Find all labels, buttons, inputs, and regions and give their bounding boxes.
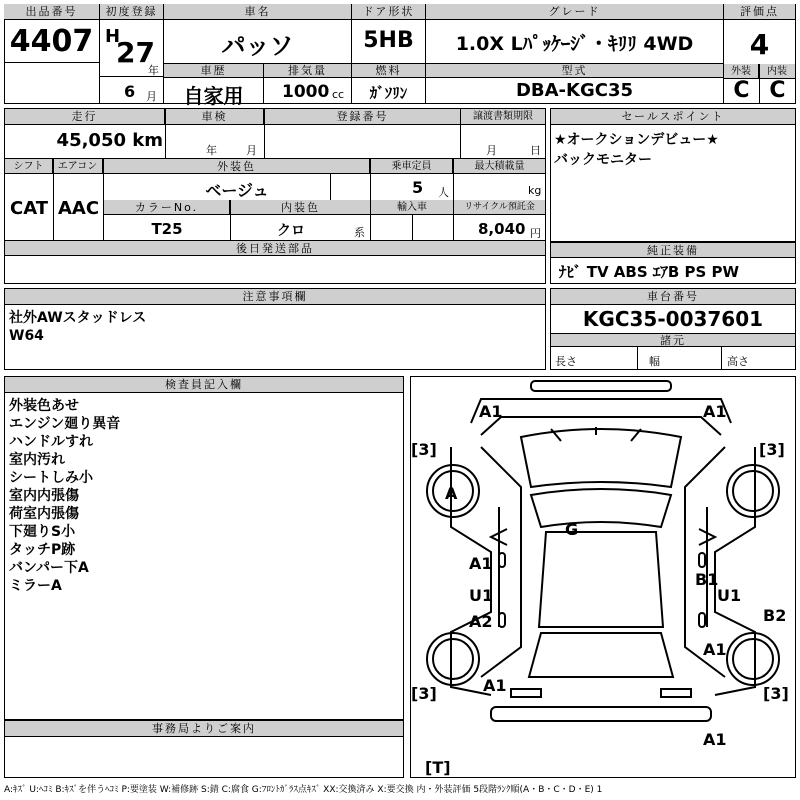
- damage-mark: [3]: [411, 684, 437, 703]
- inspector-note: ハンドルすれ: [9, 434, 93, 450]
- inspector-note: シートしみ小: [9, 470, 93, 486]
- equipment-label: 純正装備: [551, 243, 795, 258]
- model-cell: [426, 64, 724, 104]
- ext-color-label: 外装色: [104, 159, 370, 174]
- displacement-label: 排気量: [264, 64, 351, 78]
- damage-mark: [3]: [411, 440, 437, 459]
- reg-month: 6: [124, 82, 136, 101]
- later-parts-label: 後日発送部品: [5, 241, 545, 256]
- transfer-month-unit: 月: [486, 144, 497, 157]
- damage-mark: A2: [469, 612, 493, 631]
- car-outline-svg: [411, 377, 795, 777]
- year-unit: 年: [148, 64, 159, 77]
- transfer-day-unit: 日: [530, 144, 541, 157]
- era: H: [105, 26, 121, 47]
- insp-month-unit: 月: [246, 144, 257, 157]
- recycle-label: リサイクル預託金: [454, 200, 545, 215]
- caution-box: [4, 288, 546, 370]
- grade-cell: [426, 4, 724, 64]
- damage-mark: [3]: [759, 440, 785, 459]
- car-name-label: 車名: [164, 4, 351, 20]
- lot-label: 出品番号: [4, 4, 99, 20]
- load-unit: kg: [528, 184, 542, 197]
- ext-grade: C: [733, 78, 750, 103]
- inspector-note: 荷室内張傷: [9, 506, 79, 522]
- load-label: 最大積載量: [454, 159, 545, 174]
- car-name-cell: [164, 4, 352, 64]
- fuel-label: 燃料: [352, 64, 425, 78]
- width-label: 幅: [649, 355, 660, 368]
- height-label: 高さ: [727, 355, 749, 368]
- transfer-label: 譲渡書類期限: [461, 109, 545, 125]
- equipment: ﾅﾋﾞ TV ABS ｴｱB PS PW: [559, 263, 740, 281]
- damage-mark: B1: [695, 570, 719, 589]
- int-label: 内装: [759, 64, 795, 79]
- car-name: パッソ: [221, 32, 294, 60]
- ext-label: 外装: [724, 64, 759, 79]
- displacement-unit: cc: [332, 88, 345, 101]
- recycle-unit: 円: [530, 227, 541, 240]
- int-color-label: 内装色: [231, 200, 370, 215]
- inspector-box: [4, 376, 404, 720]
- inspector-label: 検査員記入欄: [5, 377, 403, 393]
- lot-cell: [4, 4, 100, 104]
- door-type: 5HB: [363, 28, 414, 53]
- inspector-note: 室内汚れ: [9, 452, 65, 468]
- shift-label: シフト: [5, 159, 53, 174]
- score-label: 評価点: [724, 4, 795, 20]
- damage-mark: A1: [703, 640, 727, 659]
- chassis-box: [550, 288, 796, 370]
- damage-mark: A1: [703, 730, 727, 749]
- inspector-notes: [9, 397, 120, 595]
- ac: AAC: [57, 198, 100, 219]
- spec-label: 諸元: [551, 333, 795, 347]
- damage-mark: G: [565, 520, 579, 539]
- caution-line-1: 社外AWスタッドレス: [9, 310, 147, 326]
- int-color-unit: 系: [354, 226, 365, 239]
- office-box: [4, 720, 404, 778]
- insp-year-unit: 年: [206, 144, 217, 157]
- damage-mark: A1: [469, 554, 493, 573]
- damage-mark: U1: [469, 586, 494, 605]
- length-label: 長さ: [555, 355, 577, 368]
- damage-mark: A1: [479, 402, 503, 421]
- grade: 1.0X Lﾊﾟｯｹｰｼﾞ・ｷﾘﾘ 4WD: [455, 33, 694, 55]
- ext-color: ベージュ: [205, 181, 269, 200]
- model: DBA-KGC35: [515, 80, 634, 101]
- ac-label: エアコン: [53, 159, 103, 174]
- grade-label: グレード: [426, 4, 723, 20]
- inspector-note: バンパー下A: [9, 560, 89, 576]
- door-label: ドア形状: [352, 4, 425, 20]
- shift: CAT: [9, 198, 49, 219]
- mileage-label: 走行: [5, 109, 165, 125]
- lot-number: 4407: [9, 24, 94, 59]
- displacement-cell: [264, 64, 352, 104]
- score-cell: [724, 4, 796, 104]
- legend: A:ｷｽﾞ U:ﾍｺﾐ B:ｷｽﾞを伴うﾍｺﾐ P:要塗装 W:補修跡 S:錆 C:腐食 G:ﾌﾛﾝﾄｶﾞﾗｽ点ｷｽﾞ XX:交換済み X:要交換 内・外装評価 5段階ﾗﾝｸ順(A・B・C・D・E) 1: [4, 785, 603, 795]
- inspector-note: 室内内張傷: [9, 488, 79, 504]
- first-reg-label: 初度登録: [100, 4, 163, 20]
- damage-mark: A1: [703, 402, 727, 421]
- car-diagram: [410, 376, 796, 778]
- history-label: 車歴: [164, 64, 263, 78]
- damage-mark: [T]: [425, 758, 451, 777]
- model-label: 型式: [426, 64, 723, 78]
- inspector-note: タッチP跡: [9, 542, 76, 558]
- equipment-box: [550, 242, 796, 284]
- office-label: 事務局よりご案内: [5, 721, 403, 737]
- int-color: クロ: [277, 223, 305, 239]
- damage-mark: A: [445, 484, 458, 503]
- caution-label: 注意事項欄: [5, 289, 545, 305]
- door-cell: [352, 4, 426, 64]
- seats-label: 乗車定員: [371, 159, 453, 174]
- recycle: 8,040: [478, 220, 526, 238]
- seats: 5: [412, 178, 424, 197]
- inspector-note: エンジン廻り異音: [9, 416, 121, 432]
- damage-mark: U1: [717, 586, 742, 605]
- damage-mark: [3]: [763, 684, 789, 703]
- inspector-note: ミラーA: [9, 578, 62, 594]
- month-unit: 月: [146, 90, 157, 103]
- seats-unit: 人: [438, 186, 449, 199]
- caution-line-2: W64: [9, 328, 44, 344]
- chassis-number: KGC35-0037601: [582, 307, 764, 331]
- sales-point-label: セールスポイント: [551, 109, 795, 125]
- score: 4: [749, 28, 770, 61]
- import-label: 輸入車: [371, 200, 453, 215]
- first-reg-cell: [100, 4, 164, 104]
- sales-line-1: ★オークションデビュー★: [554, 132, 719, 148]
- int-grade: C: [769, 78, 786, 103]
- mileage: 45,050 km: [56, 130, 163, 151]
- inspector-note: 下廻りS小: [9, 524, 76, 540]
- chassis-label: 車台番号: [551, 289, 795, 305]
- damage-mark: B2: [763, 606, 787, 625]
- fuel: ｶﾞｿﾘﾝ: [369, 84, 408, 102]
- history-cell: [164, 64, 264, 108]
- displacement: 1000: [282, 82, 330, 102]
- inspection-label: 車検: [166, 109, 264, 125]
- fuel-cell: [352, 64, 426, 104]
- history: 自家用: [183, 84, 244, 108]
- damage-mark: A1: [483, 676, 507, 695]
- reg-year: 27: [116, 36, 155, 69]
- plate-label: 登録番号: [265, 109, 461, 125]
- sales-point-box: [550, 108, 796, 242]
- sales-line-2: バックモニター: [554, 152, 652, 168]
- color-no-label: カラーNo.: [104, 200, 230, 215]
- color-no: T25: [151, 220, 183, 238]
- inspector-note: 外装色あせ: [9, 398, 79, 414]
